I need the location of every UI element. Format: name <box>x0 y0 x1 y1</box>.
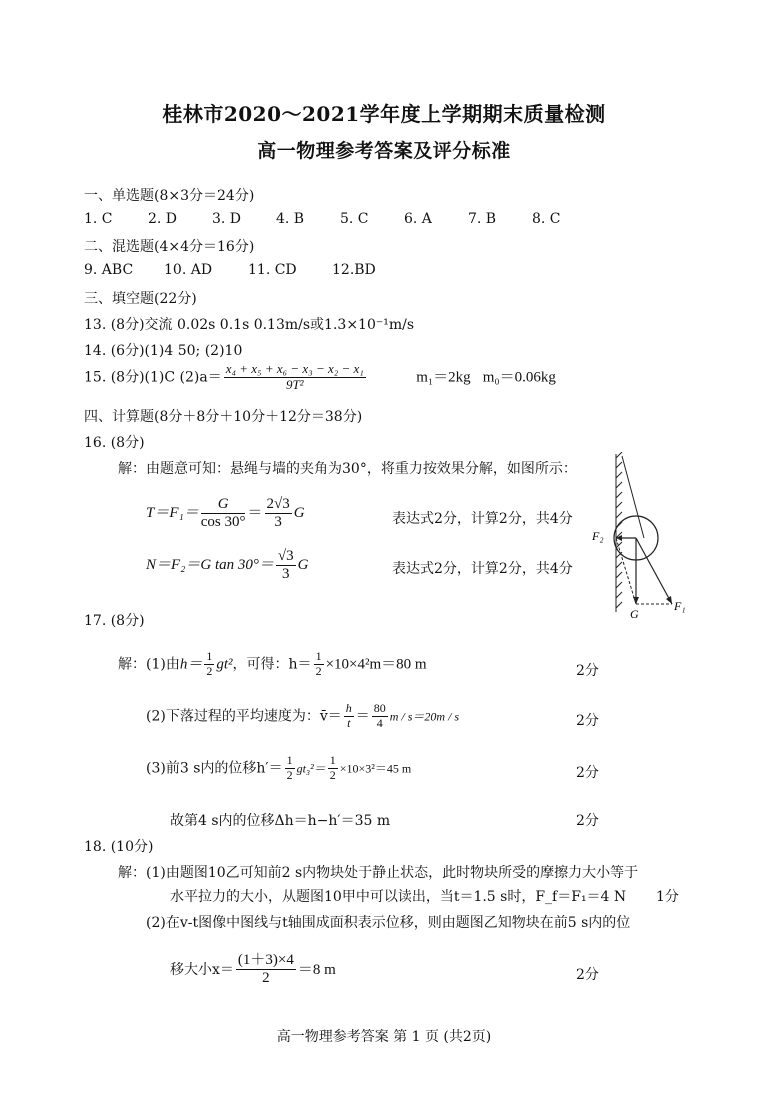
q17-s1-frac-den: 2 <box>206 663 213 678</box>
q17-s2-frac-num: h <box>345 701 352 715</box>
q17-s1-intro: 解：(1)由 <box>118 656 180 673</box>
q17-s1-frac2-num: 1 <box>315 649 322 663</box>
section2-heading: 二、混选题(4×4分＝16分) <box>84 239 255 255</box>
q16-eq1-frac1-num: G <box>201 496 246 514</box>
q18-p2-frac <box>236 952 296 988</box>
q17-s3-frac2-num: 1 <box>329 753 336 767</box>
q17-s2-frac2-den: 4 <box>376 715 383 730</box>
q17-s2-frac2-num: 80 <box>373 701 386 715</box>
q17-s1-h: h＝ <box>179 656 203 673</box>
section1-answers <box>84 211 582 227</box>
answer-4: 4. B <box>276 211 305 227</box>
q17-s3-frac2 <box>328 754 338 783</box>
force-diagram <box>586 452 696 620</box>
q17-s2-intro: (2)下落过程的平均速度为：v̄＝ <box>146 708 342 725</box>
q17-s1-frac-num: 1 <box>206 649 213 663</box>
answer-3: 3. D <box>212 211 242 227</box>
q16-eq2-left: N＝F₂＝G tan 30°＝ <box>146 557 274 574</box>
q16-eq1-equals: ＝ <box>247 505 263 522</box>
q16-equation-2 <box>146 548 308 584</box>
q17-s1-gt: gt² <box>216 656 233 673</box>
q18-part2-line1: (2)在v-t图像中图线与t轴围成面积表示位移，则由题图乙知物块在前5 s内的位 <box>146 915 631 931</box>
q17-s2-score: 2分 <box>576 713 599 729</box>
q15-m1: m₁＝2kg <box>416 369 471 386</box>
q17-step2 <box>146 702 459 731</box>
q18-part1-line1: 解：(1)由题图10乙可知前2 s内物块处于静止状态，此时物块所受的摩擦力大小等于 <box>118 865 639 881</box>
q14-answer: 14. (6分)(1)4 50; (2)10 <box>84 343 243 359</box>
q15-answer <box>84 362 556 393</box>
f1-arrow <box>636 538 672 604</box>
q16-intro: 解：由题意可知：悬绳与墙的夹角为30°，将重力按效果分解，如图所示： <box>118 461 577 477</box>
q17-label: 17. (8分) <box>84 613 145 629</box>
answer-10: 10. AD <box>164 262 213 278</box>
q17-s1-frac2-den: 2 <box>315 663 322 678</box>
q17-s3-gt3: gt₃²＝ <box>296 761 326 776</box>
q15-fraction <box>224 362 366 393</box>
answer-2: 2. D <box>148 211 178 227</box>
label-f2: F₂ <box>592 529 604 543</box>
q17-s3-intro: (3)前3 s内的位移h′＝ <box>146 760 283 777</box>
q18-label: 18. (10分) <box>84 839 154 855</box>
answer-7: 7. B <box>468 211 497 227</box>
answer-11: 11. CD <box>248 262 297 278</box>
wall-hatching <box>616 452 622 612</box>
q17-s4-score: 2分 <box>576 813 599 829</box>
answer-8: 8. C <box>532 211 561 227</box>
q17-s2-frac-den: t <box>347 715 351 730</box>
q16-eq1-frac2-den: 3 <box>274 514 282 531</box>
q17-s1-score: 2分 <box>576 663 599 679</box>
q16-eq1-tail: G <box>293 505 305 522</box>
q16-eq2-frac-num: √3 <box>276 548 296 566</box>
q17-s3-frac-num: 1 <box>286 753 293 767</box>
q15-prefix: 15. (8分)(1)C (2)a＝ <box>84 369 222 386</box>
q17-s1-then: ，可得：h＝ <box>232 656 312 673</box>
q17-s2-frac2 <box>372 702 388 731</box>
q16-eq1-frac2 <box>265 496 292 532</box>
q18-part1-line2: 水平拉力的大小，从题图10甲中可以读出，当t＝1.5 s时，F_f＝F₁＝4 N <box>170 889 627 905</box>
q17-s3-frac2-den: 2 <box>329 767 336 782</box>
q16-label: 16. (8分) <box>84 435 145 451</box>
f1-arrowhead <box>666 596 672 604</box>
q17-s3-score: 2分 <box>576 765 599 781</box>
q17-s3-frac <box>285 754 295 783</box>
q17-s3-result: ×10×3²＝45 m <box>339 761 412 776</box>
section1-heading: 一、单选题(8×3分＝24分) <box>84 188 255 204</box>
q16-eq1-frac1 <box>201 496 246 532</box>
rope <box>622 456 644 538</box>
q18-p1-score: 1分 <box>656 889 679 905</box>
dashed-side <box>616 538 636 604</box>
q16-eq1-left: T＝F₁＝ <box>146 505 199 522</box>
q18-p2-frac-num: (1＋3)×4 <box>236 952 296 970</box>
answer-5: 5. C <box>340 211 369 227</box>
q17-step1 <box>118 650 427 679</box>
q16-eq2-tail: G <box>297 557 309 574</box>
q16-eq2-frac-den: 3 <box>282 566 290 583</box>
q16-equation-1 <box>146 496 305 532</box>
answer-1: 1. C <box>84 211 113 227</box>
q18-p2-score: 2分 <box>576 967 599 983</box>
q15-m0: m₀＝0.06kg <box>482 369 556 386</box>
label-f1: F₁ <box>674 599 686 613</box>
q16-eq2-score: 表达式2分，计算2分，共4分 <box>392 561 573 577</box>
q17-step3 <box>146 754 411 783</box>
answer-6: 6. A <box>404 211 432 227</box>
q17-s1-result: ×10×4²m＝80 m <box>325 656 427 673</box>
q18-part2-line2 <box>170 952 336 988</box>
label-g: G <box>630 607 639 620</box>
q17-s1-frac2 <box>314 650 324 679</box>
section3-heading: 三、填空题(22分) <box>84 291 197 307</box>
q17-s3-frac-den: 2 <box>286 767 293 782</box>
section2-answers <box>84 262 376 278</box>
q16-eq1-frac1-den: cos 30° <box>200 514 246 531</box>
page-title: 桂林市2020～2021学年度上学期期末质量检测 <box>162 102 606 126</box>
q17-s1-frac <box>204 650 214 679</box>
q16-eq1-score: 表达式2分，计算2分，共4分 <box>392 511 573 527</box>
q16-eq2-frac <box>276 548 296 584</box>
q18-p2-intro: 移大小x＝ <box>170 961 234 978</box>
page-subtitle: 高一物理参考答案及评分标准 <box>257 140 511 162</box>
section4-heading: 四、计算题(8分＋8分＋10分＋12分＝38分) <box>84 409 363 425</box>
q17-s2-result: m / s＝20m / s <box>389 709 460 724</box>
q17-s2-equals: ＝ <box>355 708 370 725</box>
q17-s2-frac <box>344 702 354 731</box>
q18-p2-result: ＝8 m <box>297 961 336 978</box>
q18-p2-frac-den: 2 <box>262 970 270 987</box>
q13-answer: 13. (8分)交流 0.02s 0.1s 0.13m/s或1.3×10⁻¹m/s <box>84 317 415 333</box>
q15-denominator: 9T² <box>285 376 304 392</box>
answer-12: 12.BD <box>332 262 376 278</box>
q16-eq1-frac2-num: 2√3 <box>265 496 292 514</box>
q15-numerator: x₄ + x₅ + x₆ − x₃ − x₂ − x₁ <box>225 361 364 376</box>
page-footer: 高一物理参考答案 第 1 页 (共2页) <box>276 1029 492 1045</box>
answer-9: 9. ABC <box>84 262 134 278</box>
q17-step4: 故第4 s内的位移Δh＝h−h′＝35 m <box>170 813 391 829</box>
